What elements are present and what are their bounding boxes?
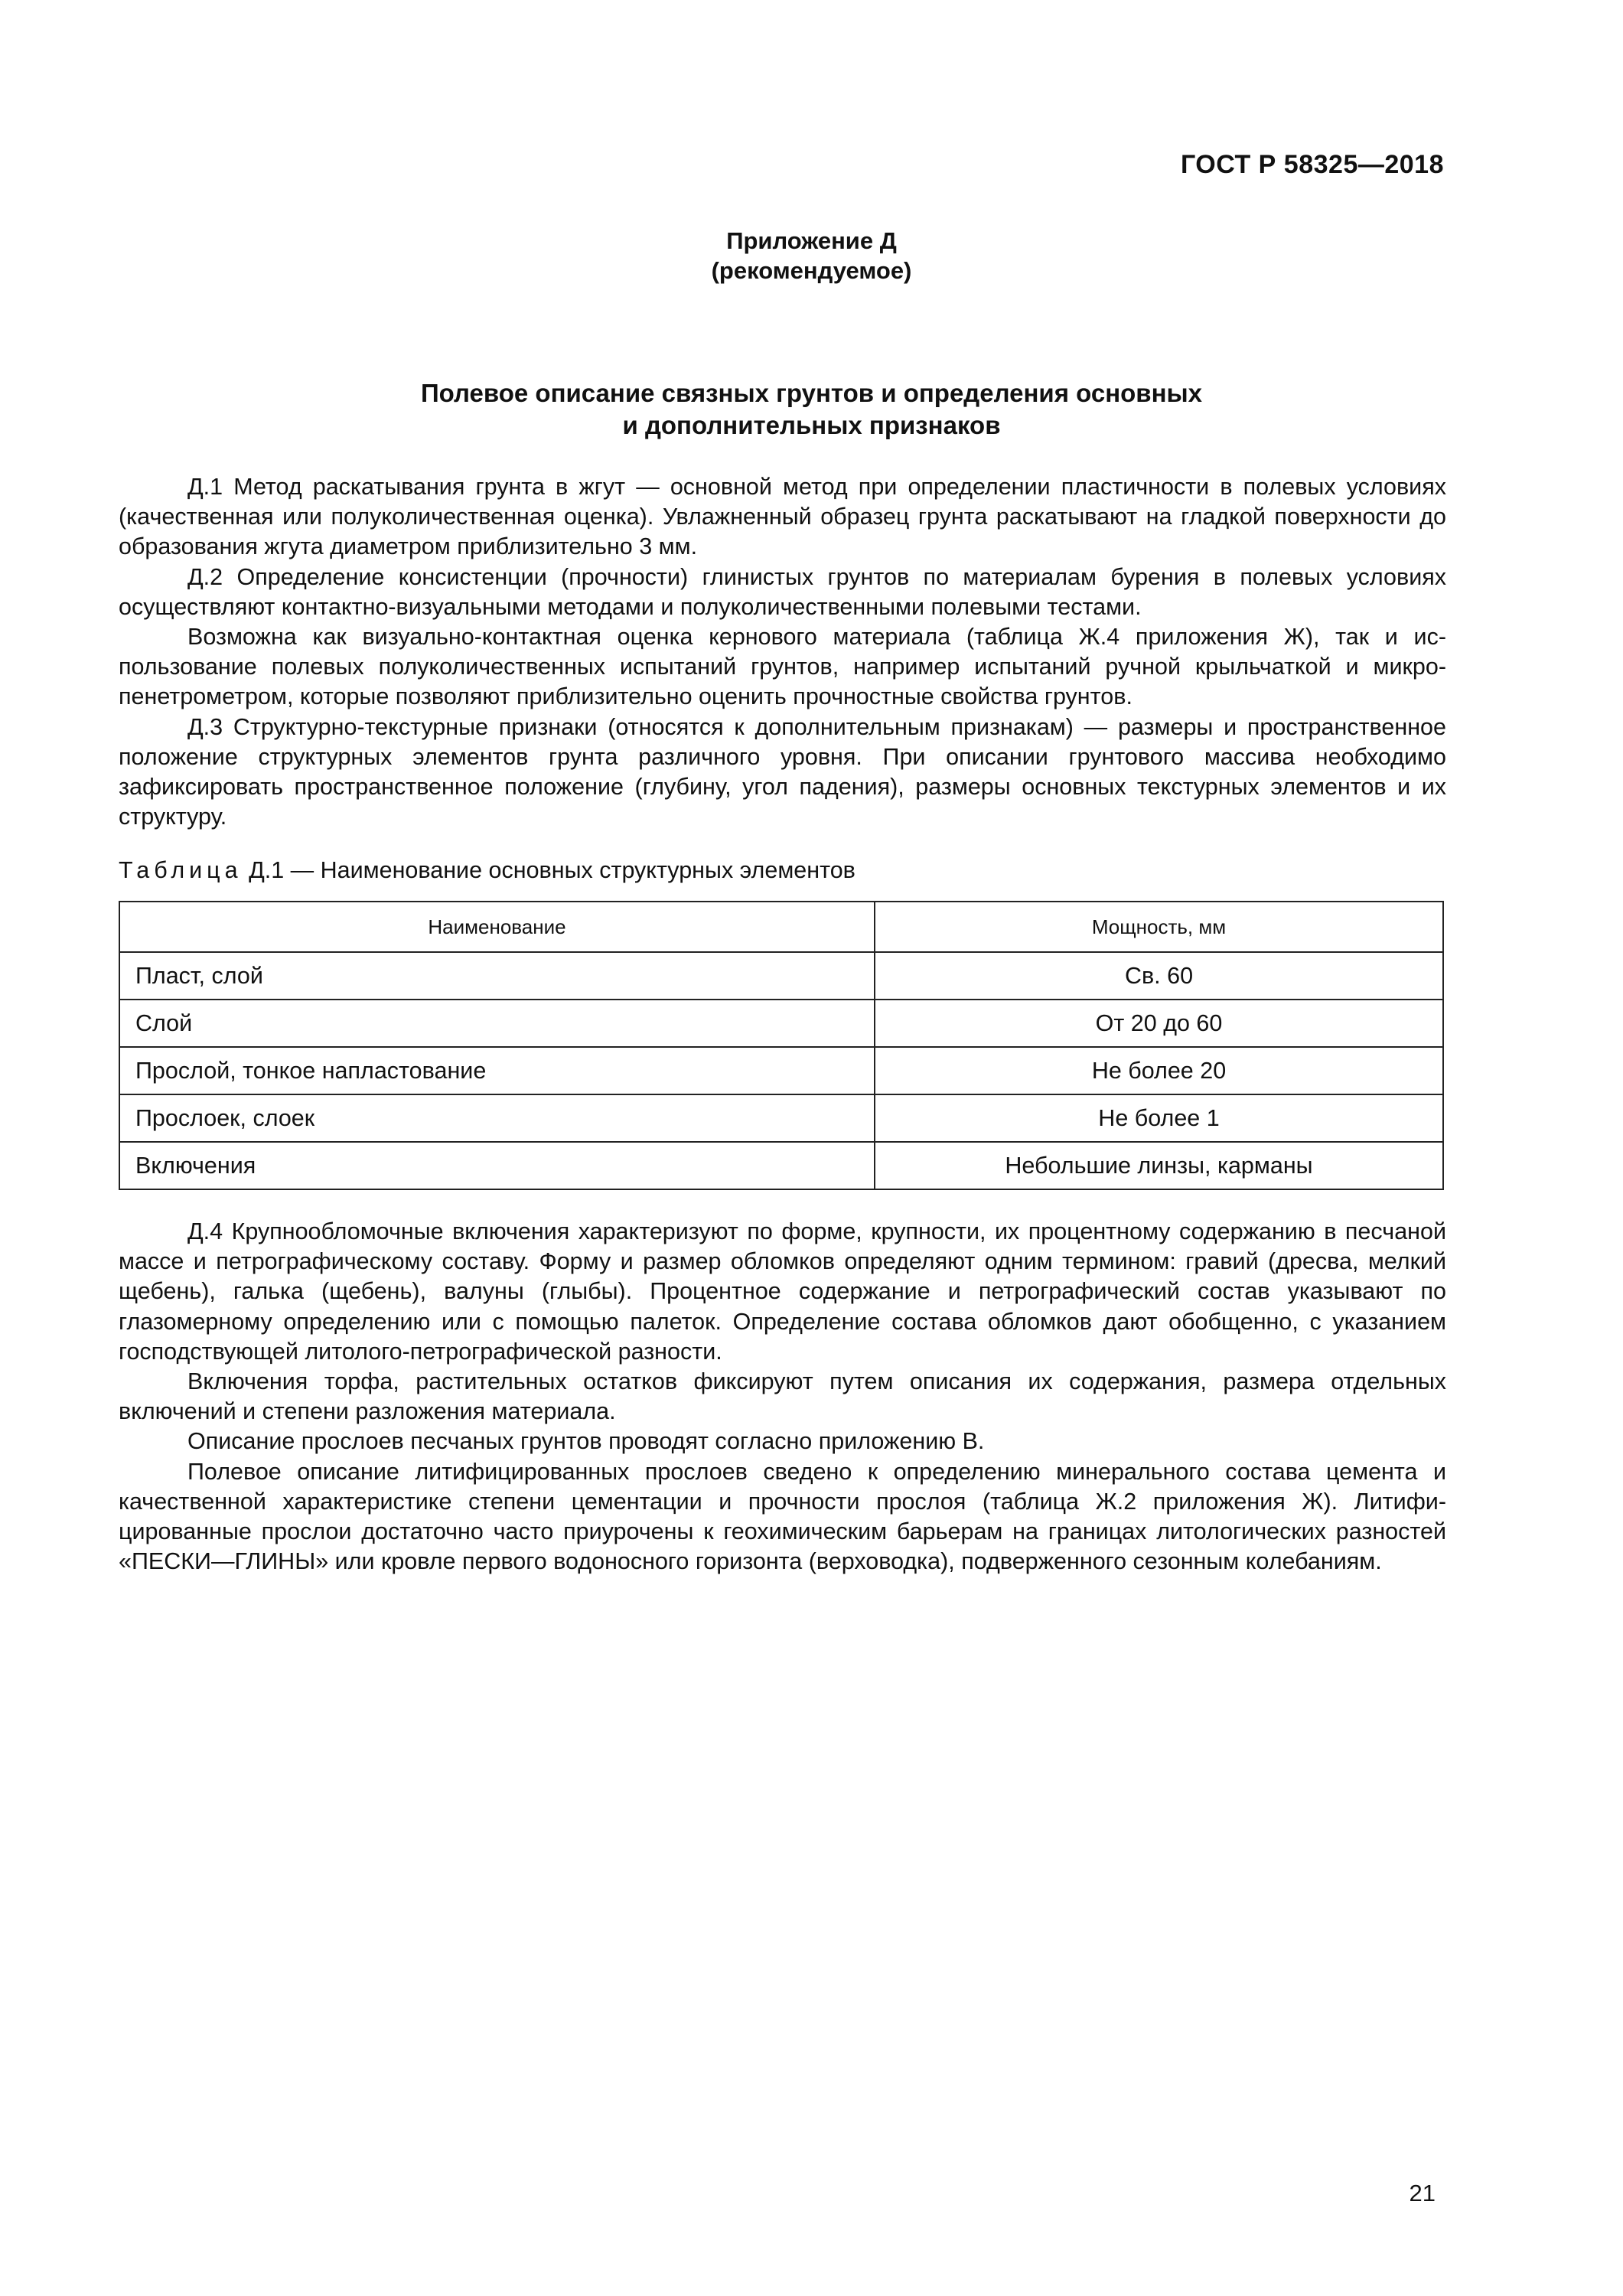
table-caption-text: Д.1 — Наименование основных структурных элементов bbox=[242, 857, 855, 883]
table-row bbox=[119, 952, 1443, 1000]
table-row bbox=[119, 1047, 1443, 1094]
appendix-heading bbox=[0, 226, 1623, 285]
section-title-line-2: и дополнительных признаков bbox=[622, 411, 1001, 439]
table-row bbox=[119, 1094, 1443, 1142]
cell-thickness: Не более 20 bbox=[875, 1047, 1443, 1094]
section-title bbox=[0, 377, 1623, 442]
appendix-label: Приложение Д bbox=[726, 227, 897, 254]
cell-name: Пласт, слой bbox=[119, 952, 875, 1000]
appendix-status: (рекомендуемое) bbox=[711, 257, 912, 284]
paragraph-d2: Д.2 Определение консистенции (прочности) глинистых грунтов по материалам бурения в полевых условиях осуществляют контактно-визуальными методами и полуколичественными полевыми тестами. bbox=[119, 563, 1446, 620]
table-row bbox=[119, 1000, 1443, 1047]
section-title-line-1: Полевое описание связных грунтов и определения основных bbox=[420, 379, 1203, 407]
paragraph-d3: Д.3 Структурно-текстурные признаки (относятся к дополнительным признакам) — размеры и пространственное положение структурных элементов грунта различного уровня. При описании грунтового массива необходимо зафиксировать пространственное положение (глубину, угол падения), размеры основных текстурных элементов и их структуру. bbox=[119, 713, 1446, 830]
structural-elements-table bbox=[119, 901, 1444, 1190]
cell-name: Прослой, тонкое напластование bbox=[119, 1047, 875, 1094]
table-caption-label: Таблица bbox=[119, 857, 243, 883]
paragraph-d4: Д.4 Крупнообломочные включения характеризуют по форме, крупности, их процентному содержанию в песчаной массе и петрографическому составу. Форму и размер обломков определяют одним термином: гравий (дресва, мелкий щебень), галька (щебень), валуны (глыбы). Процентное содержание и петрографический состав указывают по глазомерному определению или с помощью палеток. Определение состава обломков дают обобщенно, с указанием господствующей литолого-петрографической разности. bbox=[119, 1218, 1446, 1365]
page-number: 21 bbox=[1409, 2180, 1436, 2206]
cell-name: Слой bbox=[119, 1000, 875, 1047]
cell-name: Включения bbox=[119, 1142, 875, 1189]
cell-thickness: Небольшие линзы, карманы bbox=[875, 1142, 1443, 1189]
body-text-top bbox=[119, 472, 1446, 832]
column-header-name: Наименование bbox=[119, 902, 875, 952]
table-header-row bbox=[119, 902, 1443, 952]
column-header-thickness: Мощность, мм bbox=[875, 902, 1443, 952]
paragraph-d1: Д.1 Метод раскатывания грунта в жгут — основной метод при определении пластичности в полевых условиях (качественная или полуколичественная оценка). Увлажненный образец грунта раскатывают на гладкой поверхности до образования жгута диаметром приблизительно 3 мм. bbox=[119, 474, 1446, 560]
table-row bbox=[119, 1142, 1443, 1189]
cell-thickness: Не более 1 bbox=[875, 1094, 1443, 1142]
paragraph-sand-layers: Описание прослоев песчаных грунтов проводят согласно приложению В. bbox=[187, 1428, 985, 1455]
cell-thickness: От 20 до 60 bbox=[875, 1000, 1443, 1047]
paragraph-peat-inclusions: Включения торфа, растительных остатков фиксируют путем описания их содержания, размера отдельных включений и степени разложения материала. bbox=[119, 1368, 1446, 1425]
paragraph-lithified-layers: Полевое описание литифицированных прослоев сведено к определению минерального состава цемента и качественной характеристике степени цементации и прочности прослоя (таблица Ж.2 приложения Ж). Литифицированные прослои достаточно часто приурочены к геохимическим барьерам на границах литологических разностей «ПЕСКИ—ГЛИНЫ» или кровле первого водоносного горизонта (верховодка), подверженного сезонным колебаниям. bbox=[119, 1458, 1446, 1575]
body-text-bottom bbox=[119, 1217, 1446, 1577]
document-code: ГОСТ Р 58325—2018 bbox=[1180, 150, 1444, 179]
cell-name: Прослоек, слоек bbox=[119, 1094, 875, 1142]
cell-thickness: Св. 60 bbox=[875, 952, 1443, 1000]
paragraph-d2-cont: Возможна как визуально-контактная оценка кернового материала (таблица Ж.4 приложения Ж), так и использование полевых полуколичественных испытаний грунтов, например испытаний ручной крыльчаткой и микропенетрометром, которые позволяют приблизительно оценить прочностные свойства грунтов. bbox=[119, 624, 1446, 710]
table-caption bbox=[119, 856, 855, 885]
